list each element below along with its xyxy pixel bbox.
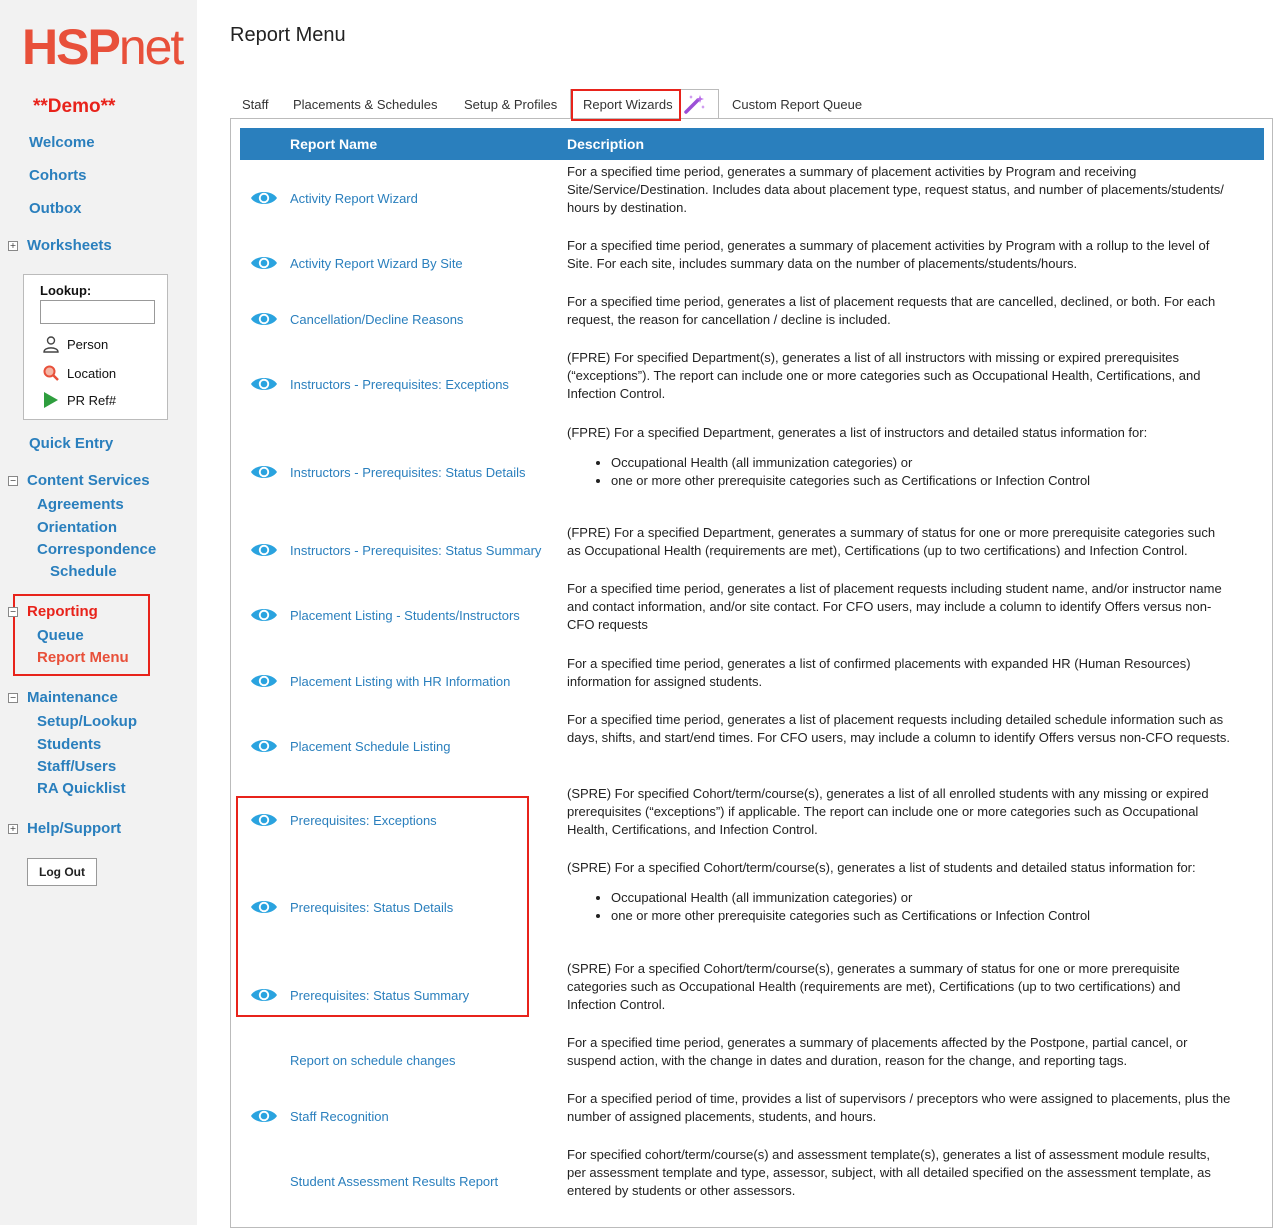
column-header-report-name: Report Name <box>290 136 378 152</box>
lookup-panel <box>23 274 168 420</box>
lookup-prref-option[interactable] <box>42 391 116 409</box>
preview-eye-icon[interactable] <box>250 672 278 690</box>
report-description: For a specified time period, generates a list of placement requests including detailed schedule information such as days, shifts, and start/end times. For CFO users, may include a column to identify Offers versus non-CFO requests. <box>567 712 1231 745</box>
worksheets-expand-icon[interactable]: + <box>9 241 17 250</box>
report-description: For a specified period of time, provides a list of supervisors / preceptors who were assigned to placements, plus the number of assigned placements, students, and hours. <box>567 1091 1231 1124</box>
report-description: (FPRE) For specified Department(s), generates a list of all instructors with missing or expired prerequisites (“exceptions”). The report can include one or more categories such as Occupational Health, Certifications, and Infection Control. <box>567 350 1201 401</box>
lookup-location-label: Location <box>67 365 117 381</box>
nav-schedule[interactable]: Schedule <box>50 563 117 580</box>
nav-cohorts[interactable]: Cohorts <box>29 167 87 184</box>
tab-report-wizards[interactable]: Report Wizards <box>583 97 673 112</box>
person-icon <box>42 335 60 353</box>
preview-eye-icon[interactable] <box>250 254 278 272</box>
lookup-input[interactable] <box>40 300 155 324</box>
preview-eye-icon[interactable] <box>250 811 278 829</box>
report-link[interactable]: Instructors - Prerequisites: Status Details <box>290 465 526 480</box>
report-link[interactable]: Instructors - Prerequisites: Exceptions <box>290 377 509 392</box>
nav-welcome[interactable]: Welcome <box>29 134 95 151</box>
report-description: For a specified time period, generates a summary of placements affected by the Postpone, partial cancel, or suspend action, with the change in dates and duration, reason for the change, and reporting tags. <box>567 1035 1188 1068</box>
preview-eye-icon[interactable] <box>250 737 278 755</box>
report-link[interactable]: Cancellation/Decline Reasons <box>290 312 464 327</box>
lookup-prref-label: PR Ref# <box>67 392 117 408</box>
report-link[interactable]: Prerequisites: Exceptions <box>290 813 437 828</box>
report-description: (FPRE) For a specified Department, generates a list of instructors and detailed status information for: <box>567 425 1148 440</box>
report-description-block <box>567 424 1232 490</box>
nav-ra-quicklist[interactable]: RA Quicklist <box>37 780 126 797</box>
nav-students[interactable]: Students <box>37 736 102 753</box>
preview-eye-icon[interactable] <box>250 606 278 624</box>
report-link[interactable]: Activity Report Wizard By Site <box>290 256 463 271</box>
bullet-item: • one or more other prerequisite categories such as Certifications or Infection Control <box>611 907 1232 925</box>
table-header <box>240 128 1264 160</box>
hspnet-logo[interactable] <box>22 19 183 75</box>
tab-custom-report-queue[interactable]: Custom Report Queue <box>732 97 863 112</box>
nav-quick-entry[interactable]: Quick Entry <box>29 435 114 452</box>
report-description: For a specified time period, generates a list of placement requests that are cancelled, declined, or both. For each request, the reason for cancellation / decline is included. <box>567 294 1216 327</box>
preview-eye-icon[interactable] <box>250 189 278 207</box>
tab-placements-schedules[interactable]: Placements & Schedules <box>293 97 438 112</box>
nav-outbox[interactable]: Outbox <box>29 200 82 217</box>
report-description: For a specified time period, generates a summary of placement activities by Program and receiving Site/Service/Destination. Includes data about placement type, request status, and number of placements/students/ hours by destination. <box>567 164 1224 215</box>
reporting-collapse-icon[interactable]: − <box>9 607 17 616</box>
preview-eye-icon[interactable] <box>250 463 278 481</box>
lookup-location-option[interactable] <box>42 364 116 382</box>
report-link[interactable]: Prerequisites: Status Details <box>290 900 454 915</box>
page-title: Report Menu <box>230 24 346 46</box>
nav-maintenance[interactable]: Maintenance <box>27 689 118 706</box>
report-description: For a specified time period, generates a list of confirmed placements with expanded HR (Human Resources) information for assigned students. <box>567 656 1191 689</box>
preview-eye-icon[interactable] <box>250 375 278 393</box>
report-description: (SPRE) For a specified Cohort/term/course(s), generates a list of students and detailed status information for: <box>567 860 1196 875</box>
tab-staff[interactable]: Staff <box>242 97 269 112</box>
report-link[interactable]: Placement Listing - Students/Instructors <box>290 608 520 623</box>
bullet-item: • Occupational Health (all immunization categories) or <box>611 454 1232 472</box>
bullet-item: • one or more other prerequisite categories such as Certifications or Infection Control <box>611 472 1232 490</box>
report-link[interactable]: Prerequisites: Status Summary <box>290 988 470 1003</box>
demo-label: **Demo** <box>33 96 116 117</box>
nav-orientation[interactable]: Orientation <box>37 519 118 536</box>
help-support-expand-icon[interactable]: + <box>9 824 17 833</box>
sidebar <box>0 0 197 1225</box>
nav-content-services[interactable]: Content Services <box>27 472 150 489</box>
magic-wand-icon <box>683 93 707 115</box>
report-link[interactable]: Activity Report Wizard <box>290 191 418 206</box>
report-description: For specified cohort/term/course(s) and assessment template(s), generates a list of assessment module results, per assessment template and type, assessor, subject, with all detailed specified on the assessment template, as entered by students or other assessors. <box>567 1147 1211 1198</box>
report-link[interactable]: Staff Recognition <box>290 1109 389 1124</box>
preview-eye-icon[interactable] <box>250 1107 278 1125</box>
report-link[interactable]: Student Assessment Results Report <box>290 1174 499 1189</box>
nav-reporting[interactable]: Reporting <box>27 603 98 620</box>
report-description: (SPRE) For a specified Cohort/term/course(s), generates a summary of status for one or more prerequisite categories such as Occupational Health (requirements are met), Certifications (up to two certifications) and Infection Control. <box>567 961 1181 1012</box>
bullet-list <box>567 889 1232 925</box>
column-header-description: Description <box>567 136 645 152</box>
preview-eye-icon[interactable] <box>250 986 278 1004</box>
report-description-block <box>567 859 1232 925</box>
report-link[interactable]: Instructors - Prerequisites: Status Summary <box>290 543 542 558</box>
nav-report-menu[interactable]: Report Menu <box>37 649 129 666</box>
preview-eye-icon[interactable] <box>250 310 278 328</box>
report-link[interactable]: Report on schedule changes <box>290 1053 456 1068</box>
maintenance-collapse-icon[interactable]: − <box>9 693 17 702</box>
nav-worksheets[interactable]: Worksheets <box>27 237 112 254</box>
report-description: (FPRE) For a specified Department, generates a summary of status for one or more prerequisite categories such as Occupational Health (requirements are met), Certifications (up to two certifications) and Infection Control. <box>567 525 1216 558</box>
lookup-person-label: Person <box>67 336 109 352</box>
nav-queue[interactable]: Queue <box>37 627 84 644</box>
preview-eye-icon[interactable] <box>250 898 278 916</box>
content-services-collapse-icon[interactable]: − <box>9 476 17 485</box>
location-search-icon <box>42 364 60 382</box>
preview-eye-icon[interactable] <box>250 541 278 559</box>
report-link[interactable]: Placement Schedule Listing <box>290 739 451 754</box>
report-wizards-highlight-box <box>571 89 681 121</box>
nav-setup-lookup[interactable]: Setup/Lookup <box>37 713 137 730</box>
lookup-label: Lookup: <box>40 283 92 298</box>
report-description: For a specified time period, generates a summary of placement activities by Program with a rollup to the level of Site. For each site, includes summary data on the number of placements/students/hours. <box>567 238 1210 271</box>
nav-staff-users[interactable]: Staff/Users <box>37 758 117 775</box>
lookup-person-option[interactable] <box>42 335 108 353</box>
report-link[interactable]: Placement Listing with HR Information <box>290 674 511 689</box>
bullet-list <box>567 454 1232 490</box>
tab-setup-profiles[interactable]: Setup & Profiles <box>464 97 558 112</box>
logo-hsp-text: HSP <box>22 19 119 75</box>
nav-help-support[interactable]: Help/Support <box>27 820 122 837</box>
logo-net-text: net <box>118 19 183 75</box>
report-description: For a specified time period, generates a list of placement requests including student name, and/or instructor name and contact information, and/or site contact. For CFO users, may include a column to identify Offers versus non-CFO requests <box>567 581 1222 632</box>
nav-agreements[interactable]: Agreements <box>37 496 124 513</box>
report-description: (SPRE) For specified Cohort/term/course(s), generates a list of all enrolled students with any missing or expired prerequisites (“exceptions”) if applicable. The report can include one or more categories such as Occupational Health, Certifications, and Infection Control. <box>567 786 1209 837</box>
nav-correspondence[interactable]: Correspondence <box>37 541 157 558</box>
bullet-item: • Occupational Health (all immunization categories) or <box>611 889 1232 907</box>
play-arrow-icon <box>42 391 60 409</box>
logout-button[interactable]: Log Out <box>27 858 97 886</box>
